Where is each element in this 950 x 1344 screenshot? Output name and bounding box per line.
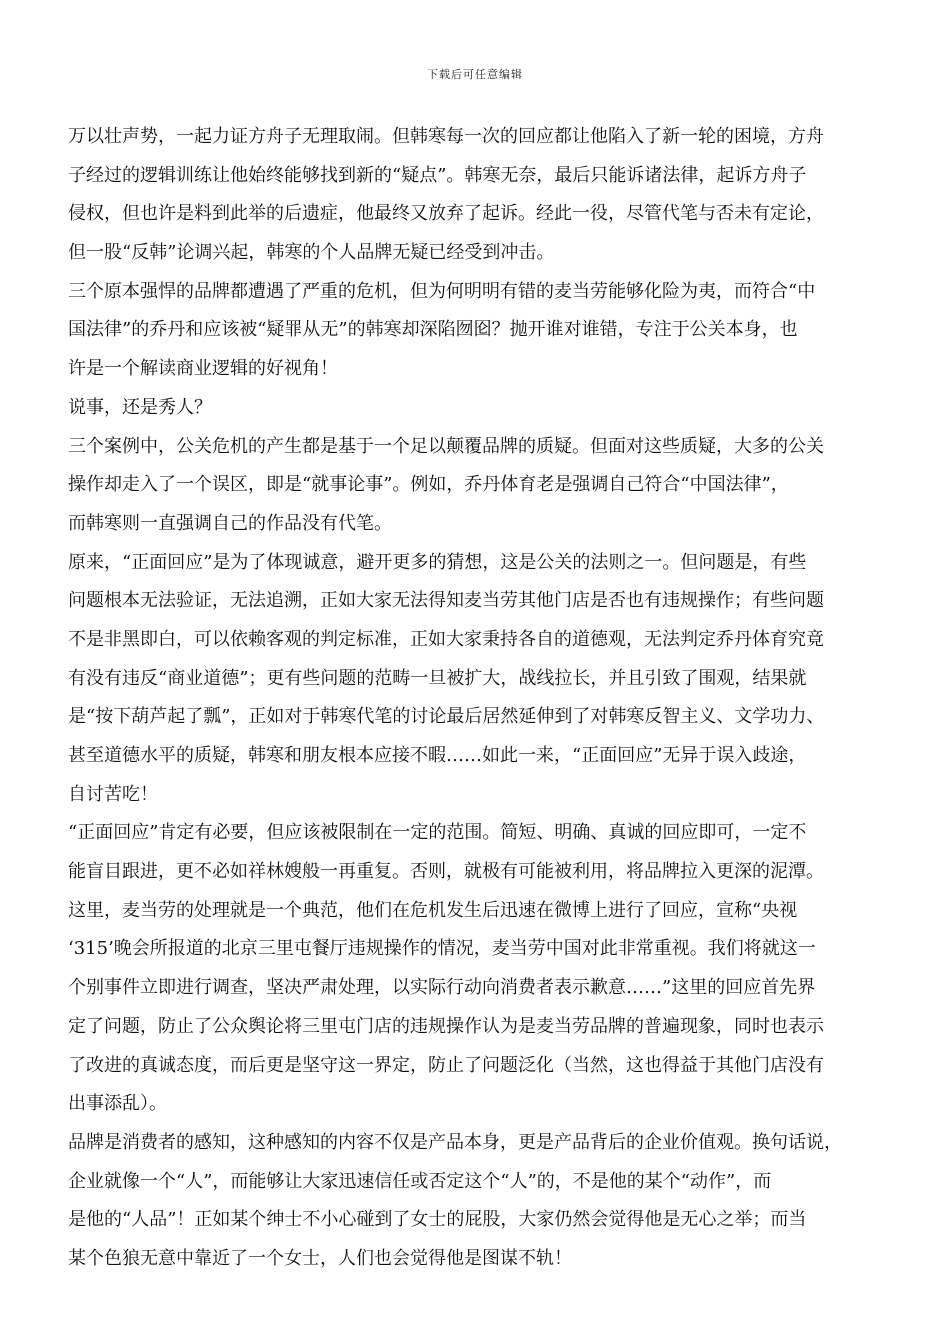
text-line: 企业就像一个“人”，而能够让大家迅速信任或否定这个“人”的，不是他的某个“动作”，而 (68, 1170, 772, 1192)
page-header: 下载后可任意编辑 (427, 68, 523, 81)
text-line: 但一股“反韩”论调兴起，韩寒的个人品牌无疑已经受到冲击。 (68, 242, 555, 264)
text-line: 侵权，但也许是料到此举的后遗症，他最终又放弃了起诉。经此一役，尽管代笔与否未有定论， (68, 203, 824, 225)
document-body (68, 118, 876, 1279)
text-line: 甚至道德水平的质疑，韩寒和朋友根本应接不暇……如此一来，“正面回应”无异于误入歧途， (68, 745, 807, 766)
text-line: 品牌是消费者的感知，这种感知的内容不仅是产品本身，更是产品背后的企业价值观。换句话说， (68, 1131, 842, 1153)
text-line: 原来，“正面回应”是为了体现诚意，避开更多的猜想，这是公关的法则之一。但问题是，有些 (68, 551, 807, 573)
text-line: 能盲目跟进，更不必如祥林嫂般一再重复。否则，就极有可能被利用，将品牌拉入更深的泥潭。 (68, 861, 824, 883)
text-line: 个别事件立即进行调查，坚决严肃处理，以实际行动向消费者表示歉意……”这里的回应首先界 (68, 977, 816, 999)
text-line: 了改进的真诚态度，而后更是坚守这一界定，防止了问题泛化（当然，这也得益于其他门店没有 (68, 1054, 824, 1076)
text-line: 国法律”的乔丹和应该被“疑罪从无”的韩寒却深陷囫囵？抛开谁对谁错，专注于公关本身，也 (68, 319, 798, 341)
text-line: 操作却走入了一个误区，即是“就事论事”。例如，乔丹体育老是强调自己符合“中国法律”， (68, 474, 789, 496)
text-line: 是他的“人品”！正如某个绅士不小心碰到了女士的屁股，大家仍然会觉得他是无心之举；而当 (68, 1209, 807, 1231)
text-line: 万以壮声势，一起力证方舟子无理取闹。但韩寒每一次的回应都让他陷入了新一轮的困境，方舟 (68, 126, 824, 147)
text-line: 定了问题，防止了公众舆论将三里屯门店的违规操作认为是麦当劳品牌的普遍现象，同时也表示 (68, 1015, 824, 1037)
text-line: 许是一个解读商业逻辑的好视角！ (68, 358, 338, 380)
text-line: 出事添乱）。 (68, 1093, 167, 1115)
text-line: 不是非黑即白，可以依赖客观的判定标准，正如大家秉持各自的道德观，无法判定乔丹体育究竟 (68, 628, 824, 650)
text-line: ‘315’晚会所报道的北京三里屯餐厅违规操作的情况，麦当劳中国对此非常重视。我们将就这一 (68, 938, 816, 960)
text-line: 而韩寒则一直强调自己的作品没有代笔。 (68, 512, 392, 534)
text-line: 三个案例中，公关危机的产生都是基于一个足以颠覆品牌的质疑。但面对这些质疑，大多的公关 (68, 435, 824, 457)
text-line: 这里，麦当劳的处理就是一个典范，他们在危机发生后迅速在微博上进行了回应，宣称“央视 (68, 899, 798, 921)
text-line: 子经过的逻辑训练让他始终能够找到新的“疑点”。韩寒无奈，最后只能诉诸法律，起诉方舟子 (68, 164, 807, 186)
text-line: 自讨苦吃！ (68, 783, 158, 805)
text-line: 问题根本无法验证，无法追溯，正如大家无法得知麦当劳其他门店是否也有违规操作；有些问题 (68, 590, 824, 612)
section-heading: 说事，还是秀人？ (68, 396, 212, 418)
text-line: 是“按下葫芦起了瓢”，正如对于韩寒代笔的讨论最后居然延伸到了对韩寒反智主义、文学功力、 (68, 706, 825, 728)
text-line: “正面回应”肯定有必要，但应该被限制在一定的范围。简短、明确、真诚的回应即可，一定不 (68, 822, 807, 844)
text-line: 三个原本强悍的品牌都遭遇了严重的危机，但为何明明有错的麦当劳能够化险为夷，而符合“中 (68, 280, 816, 302)
text-line: 有没有违反“商业道德”；更有些问题的范畴一旦被扩大，战线拉长，并且引致了围观，结果就 (68, 667, 807, 689)
text-line: 某个色狼无意中靠近了一个女士，人们也会觉得他是图谋不轨！ (68, 1247, 572, 1269)
